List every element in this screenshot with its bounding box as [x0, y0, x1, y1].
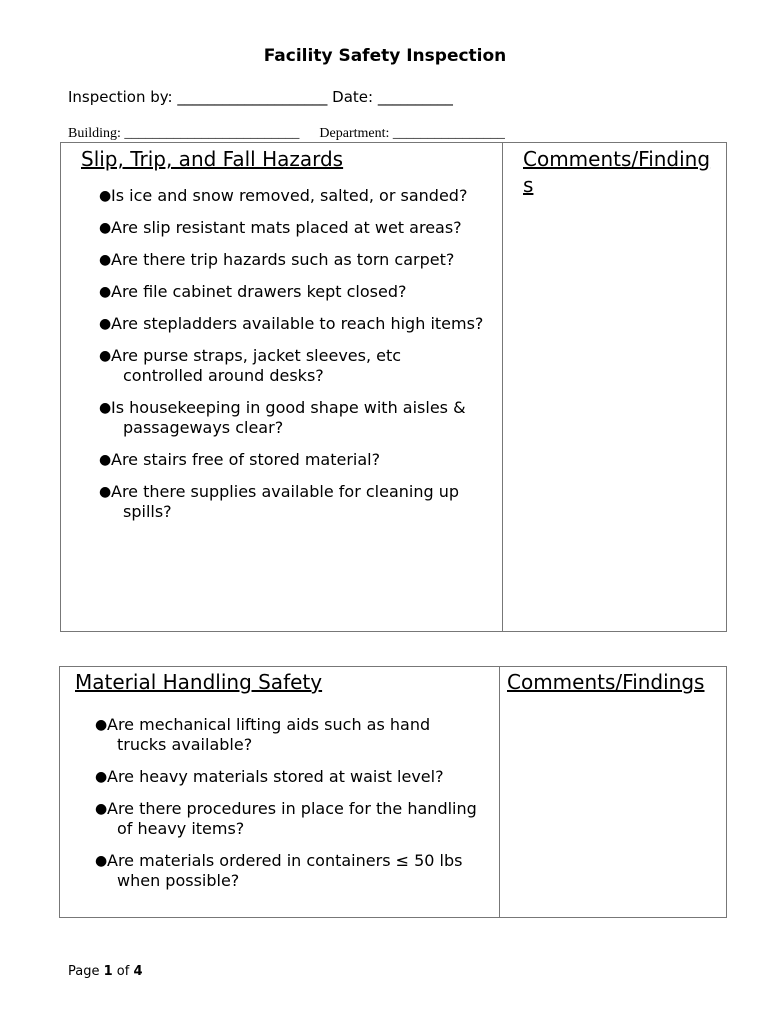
comments-cell[interactable]	[500, 667, 727, 918]
list-item: ● Are stepladders available to reach high items?	[99, 314, 484, 333]
building-label: Building:	[68, 126, 125, 141]
section-material-handling	[59, 666, 727, 918]
inspection-by-label: Inspection by:	[68, 88, 178, 106]
section-heading: Material Handling Safety	[75, 670, 323, 694]
bullet-icon: ●	[95, 853, 108, 869]
question-list	[99, 186, 502, 522]
list-item: ● Are mechanical lifting aids such as hand trucks available?	[95, 715, 431, 754]
department-field[interactable]: ________________	[392, 126, 505, 141]
current-page: 1	[103, 964, 113, 979]
bullet-icon: ●	[99, 400, 112, 416]
list-item: ● Are there procedures in place for the handling of heavy items?	[95, 799, 477, 838]
question-list	[95, 715, 499, 891]
page-title: Facility Safety Inspection	[263, 46, 507, 66]
comments-heading: Comments/Findings	[507, 670, 705, 694]
list-item: ● Are file cabinet drawers kept closed?	[99, 282, 407, 301]
bullet-icon: ●	[99, 252, 112, 268]
list-item: ● Are stairs free of stored material?	[99, 450, 381, 469]
section-heading: Slip, Trip, and Fall Hazards	[81, 147, 344, 171]
date-field[interactable]: __________	[377, 88, 453, 106]
bullet-icon: ●	[99, 284, 112, 300]
questions-cell	[61, 143, 503, 632]
page-footer: Page 1 of 4	[68, 964, 143, 979]
bullet-icon: ●	[99, 316, 112, 332]
comments-heading: Comments/Findings	[523, 147, 711, 197]
bullet-icon: ●	[99, 220, 112, 236]
comments-cell[interactable]	[503, 143, 727, 632]
inspection-line	[68, 88, 453, 106]
building-line	[68, 126, 505, 142]
questions-cell	[60, 667, 500, 918]
bullet-icon: ●	[95, 769, 108, 785]
date-label: Date:	[332, 88, 378, 106]
section-slip-trip-fall	[60, 142, 727, 632]
inspection-by-field[interactable]: ____________________	[177, 88, 328, 106]
list-item: ● Are there supplies available for cleaning up spills?	[99, 482, 460, 521]
bullet-icon: ●	[95, 717, 108, 733]
building-field[interactable]: _________________________	[124, 126, 300, 141]
bullet-icon: ●	[99, 188, 112, 204]
list-item: ● Are purse straps, jacket sleeves, etc controlled around desks?	[99, 346, 402, 385]
list-item: ● Is ice and snow removed, salted, or sanded?	[99, 186, 468, 205]
bullet-icon: ●	[99, 484, 112, 500]
list-item: ● Are materials ordered in containers ≤ 50 lbs when possible?	[95, 851, 463, 890]
list-item: ● Is housekeeping in good shape with aisles & passageways clear?	[99, 398, 466, 437]
bullet-icon: ●	[99, 348, 112, 364]
total-pages: 4	[133, 964, 143, 979]
department-label: Department:	[319, 126, 393, 141]
list-item: ● Are heavy materials stored at waist level?	[95, 767, 444, 786]
bullet-icon: ●	[95, 801, 108, 817]
list-item: ● Are slip resistant mats placed at wet areas?	[99, 218, 462, 237]
list-item: ● Are there trip hazards such as torn carpet?	[99, 250, 455, 269]
bullet-icon: ●	[99, 452, 112, 468]
